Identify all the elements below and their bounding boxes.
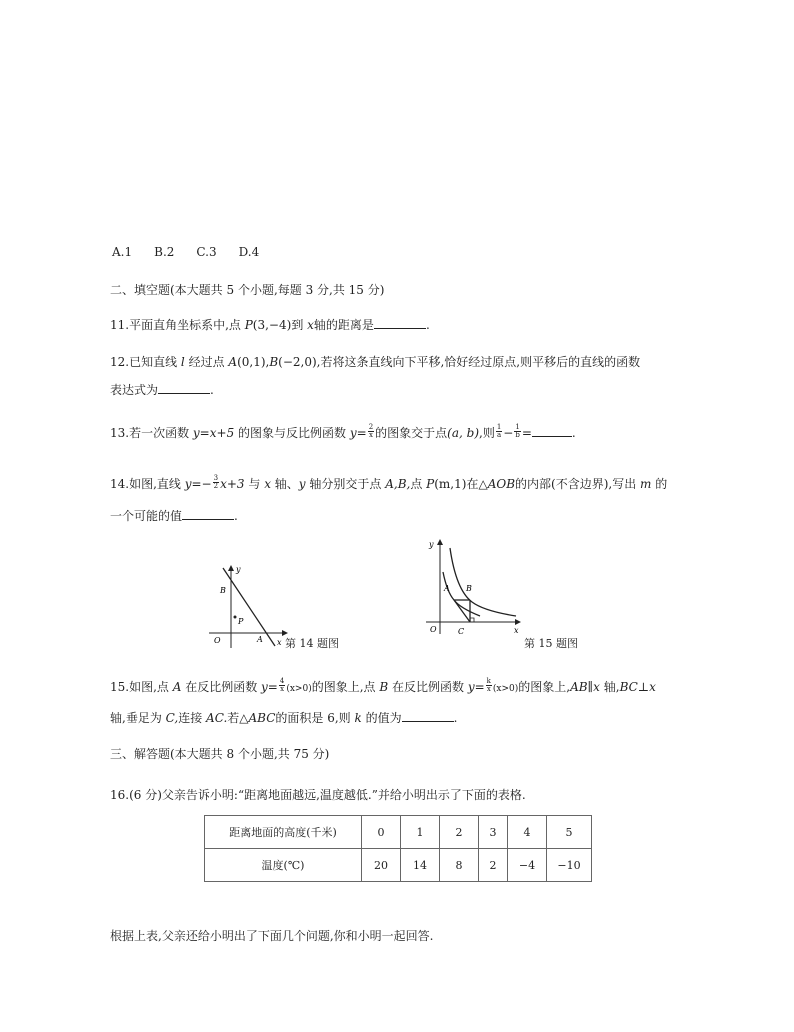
question-14-line2: 一个可能的值 . <box>110 509 238 523</box>
figure-14-diagram <box>205 560 295 652</box>
answer-blank <box>374 317 426 329</box>
answer-blank <box>158 382 210 394</box>
table-cell: −4 <box>508 849 547 882</box>
label-y: y <box>236 565 241 574</box>
label-o: O <box>430 625 437 634</box>
section3-heading: 三、解答题(本大题共 8 个小题,共 75 分) <box>110 747 330 761</box>
question-12-line1: 12.已知直线 l 经过点 A(0,1),B(−2,0),若将这条直线向下平移,恰好经过原点,则平移后的直线的函数 <box>110 355 641 369</box>
q10-option-a: A.1 <box>112 245 133 259</box>
label-a: A <box>444 584 450 593</box>
question-14-line1: 14.如图,直线 y=− $\frac{3}{2}$ x+3 与 x 轴、y 轴分别交于点 A,B,点 P(m,1)在△AOB的内部(不含边界),写出 m 的 <box>110 474 668 491</box>
table-row <box>205 849 592 882</box>
table-cell: 2 <box>440 816 479 849</box>
figure-14-caption: 第 14 题图 <box>285 637 339 650</box>
q10-option-b: B.2 <box>154 245 175 259</box>
altitude-temperature-table <box>204 815 592 882</box>
table-cell: 0 <box>362 816 401 849</box>
label-o: O <box>214 636 221 645</box>
table-header-cell: 温度(℃) <box>205 849 362 882</box>
table-cell: 8 <box>440 849 479 882</box>
q10-options <box>112 244 259 260</box>
table-cell: 14 <box>401 849 440 882</box>
answer-blank <box>402 710 454 722</box>
label-x: x <box>277 638 282 647</box>
question-16: 16.(6 分)父亲告诉小明:“距离地面越远,温度越低.”并给小明出示了下面的表格. <box>110 788 526 802</box>
question-12-line2: 表达式为 . <box>110 383 214 397</box>
q10-option-d: D.4 <box>238 245 260 259</box>
section2-heading: 二、填空题(本大题共 5 个小题,每题 3 分,共 15 分) <box>110 283 385 297</box>
label-p: P <box>238 617 244 626</box>
question-15-line1: 15.如图,点 A 在反比例函数 y= $\frac{4}{x}$ (x>0)的图象上,点 B 在反比例函数 y= $\frac{k}{x}$ (x>0)的图象上,AB∥x 轴,BC⊥x <box>110 677 656 694</box>
answer-blank <box>182 508 234 520</box>
closing-text: 根据上表,父亲还给小明出了下面几个问题,你和小明一起回答. <box>110 929 434 943</box>
table-cell: 20 <box>362 849 401 882</box>
question-15-line2: 轴,垂足为 C,连接 AC.若△ABC的面积是 6,则 k 的值为 . <box>110 711 458 725</box>
table-cell: 5 <box>547 816 592 849</box>
label-x: x <box>514 626 519 635</box>
label-y: y <box>429 540 434 549</box>
table-cell: 4 <box>508 816 547 849</box>
table-cell: 2 <box>479 849 508 882</box>
label-b: B <box>466 584 472 593</box>
figure-15-diagram <box>420 536 530 640</box>
table-cell: 1 <box>401 816 440 849</box>
table-row <box>205 816 592 849</box>
label-c: C <box>458 627 465 636</box>
question-13: 13.若一次函数 y=x+5 的图象与反比例函数 y= $\frac{2}{x}$ 的图象交于点(a, b),则 $\frac{1}{a}$ − $\frac{1}{b}$ = . <box>110 423 576 440</box>
question-11: 11.平面直角坐标系中,点 P(3,−4)到 x轴的距离是 . <box>110 318 430 332</box>
table-cell: 3 <box>479 816 508 849</box>
q10-option-c: C.3 <box>196 245 217 259</box>
table-cell: −10 <box>547 849 592 882</box>
table-header-cell: 距离地面的高度(千米) <box>205 816 362 849</box>
label-b: B <box>220 586 226 595</box>
point-p <box>234 616 237 619</box>
figure-15-caption: 第 15 题图 <box>524 637 578 650</box>
label-a: A <box>257 635 263 644</box>
answer-blank <box>532 425 572 437</box>
